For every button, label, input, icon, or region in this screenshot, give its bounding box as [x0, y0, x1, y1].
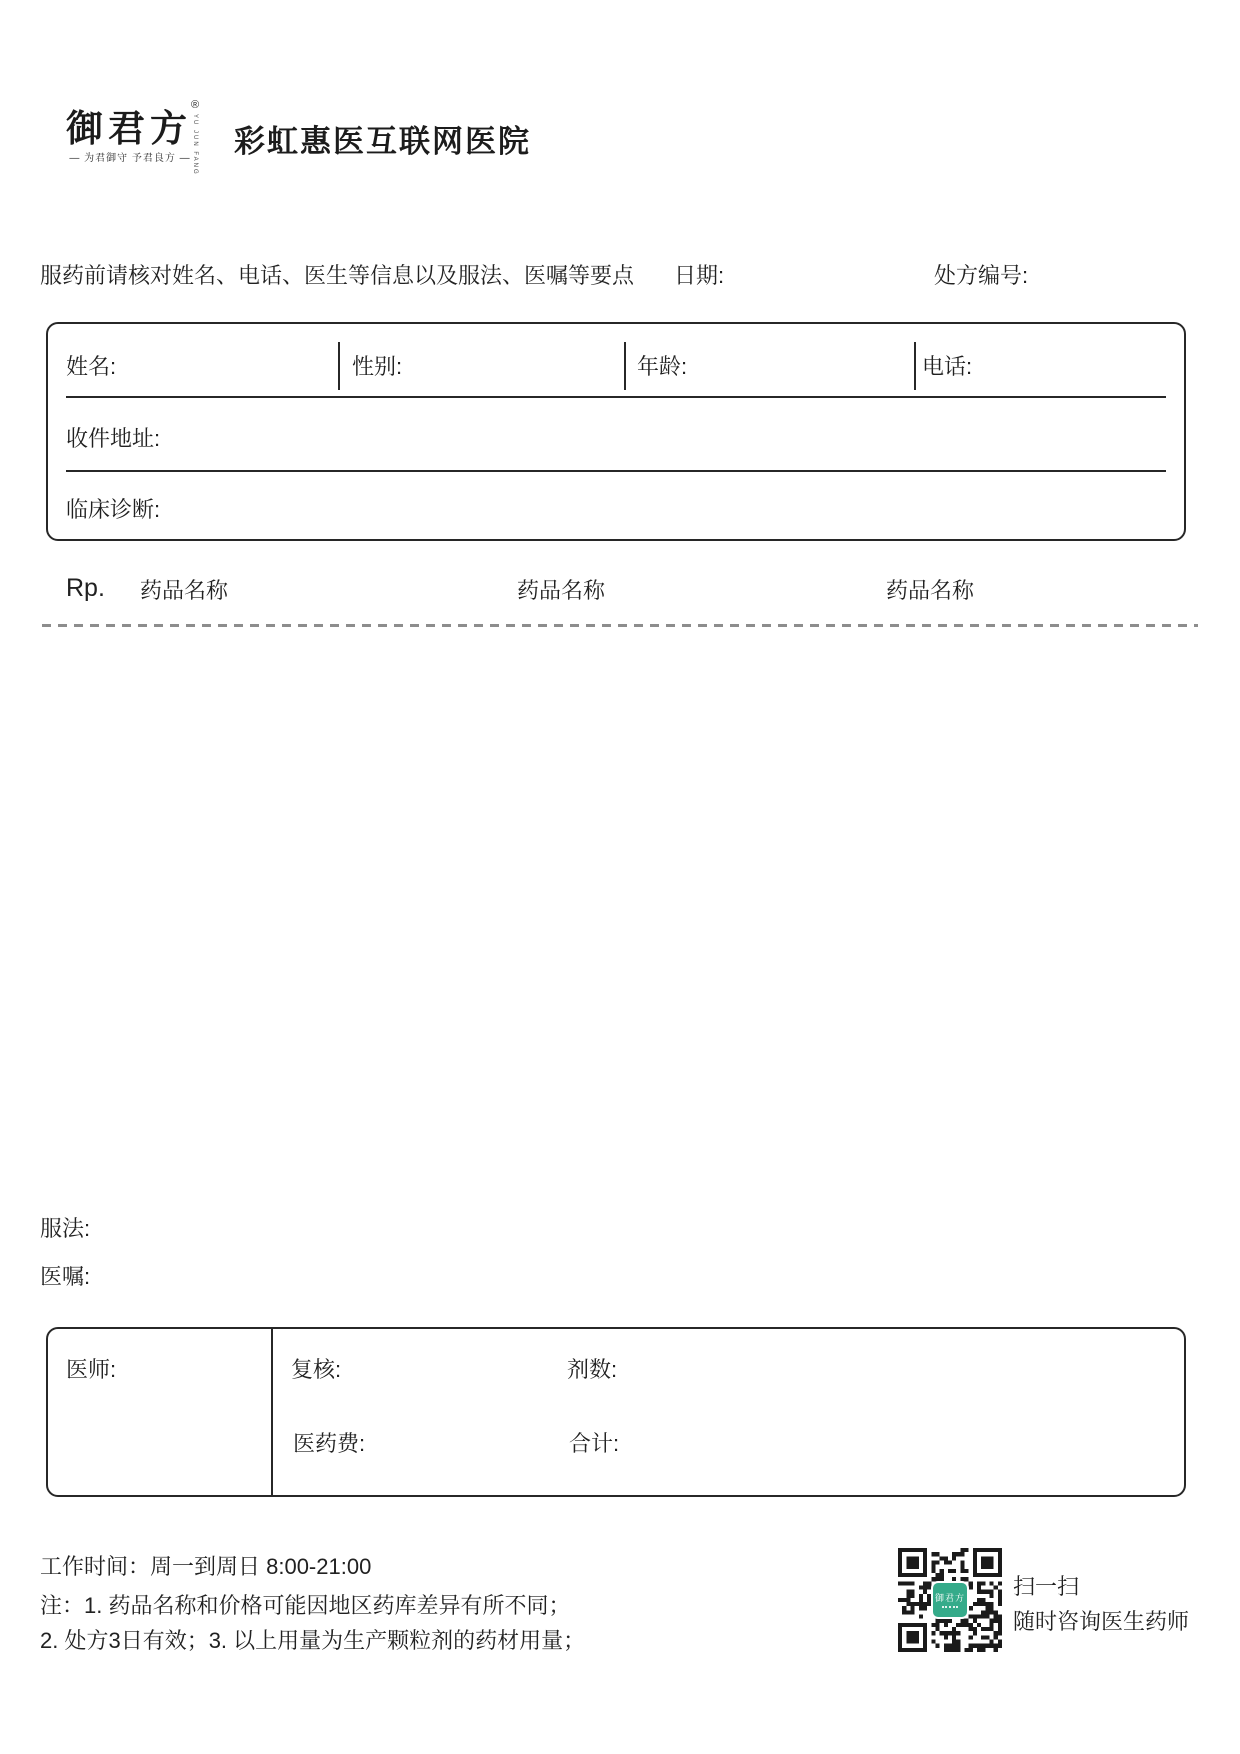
patient-info-box	[46, 322, 1186, 541]
name-field-label: 姓名:	[66, 354, 117, 379]
doses-field-label: 剂数:	[567, 1357, 618, 1382]
qr-logo-dots	[942, 1606, 958, 1608]
diagnosis-field-label: 临床诊断:	[66, 497, 161, 522]
total-field-label: 合计:	[569, 1431, 620, 1456]
gender-field-label: 性别:	[352, 354, 403, 379]
brand-logo-text: 御君方	[66, 106, 192, 150]
qr-code	[898, 1548, 1002, 1652]
phone-field-label: 电话:	[922, 354, 973, 379]
column-divider	[271, 1329, 273, 1495]
signature-box	[46, 1327, 1186, 1497]
advice-field-label: 医嘱:	[40, 1264, 91, 1289]
brand-registered-mark	[188, 99, 202, 176]
address-field-label: 收件地址:	[66, 426, 161, 451]
note-line-1: 注：1. 药品名称和价格可能因地区药库差异有所不同；	[40, 1593, 571, 1618]
brand-tagline: — 为君御守 予君良方 —	[69, 153, 191, 164]
review-field-label: 复核:	[291, 1357, 342, 1382]
rx-number-field-label: 处方编号:	[934, 263, 1029, 288]
brand-pinyin-vertical: YU JUN FANG	[192, 114, 198, 176]
hospital-title: 彩虹惠医互联网医院	[234, 124, 531, 159]
usage-field-label: 服法:	[40, 1216, 91, 1241]
age-field-label: 年龄:	[637, 354, 688, 379]
fee-field-label: 医药费:	[293, 1431, 366, 1456]
scan-caption: 扫一扫	[1013, 1574, 1080, 1599]
date-field-label: 日期:	[674, 263, 725, 288]
field-divider	[914, 342, 916, 390]
dashed-separator	[42, 624, 1198, 627]
check-instruction-text: 服药前请核对姓名、电话、医生等信息以及服法、医嘱等要点	[40, 263, 635, 288]
row-divider	[66, 470, 1166, 472]
working-hours-text: 工作时间：周一到周日 8:00-21:00	[40, 1554, 372, 1579]
field-divider	[338, 342, 340, 390]
rp-label: Rp.	[66, 574, 105, 602]
drug-name-column-header: 药品名称	[140, 578, 229, 603]
qr-center-logo	[933, 1583, 967, 1617]
qr-logo-text: 御君方	[934, 1592, 965, 1603]
field-divider	[624, 342, 626, 390]
note-line-2: 2. 处方3日有效；3. 以上用量为生产颗粒剂的药材用量；	[40, 1628, 586, 1653]
doctor-field-label: 医师:	[66, 1357, 117, 1382]
consult-caption: 随时咨询医生药师	[1013, 1609, 1190, 1634]
drug-name-column-header: 药品名称	[517, 578, 606, 603]
drug-name-column-header: 药品名称	[886, 578, 975, 603]
row-divider	[66, 396, 1166, 398]
registered-icon: ®	[190, 99, 200, 111]
